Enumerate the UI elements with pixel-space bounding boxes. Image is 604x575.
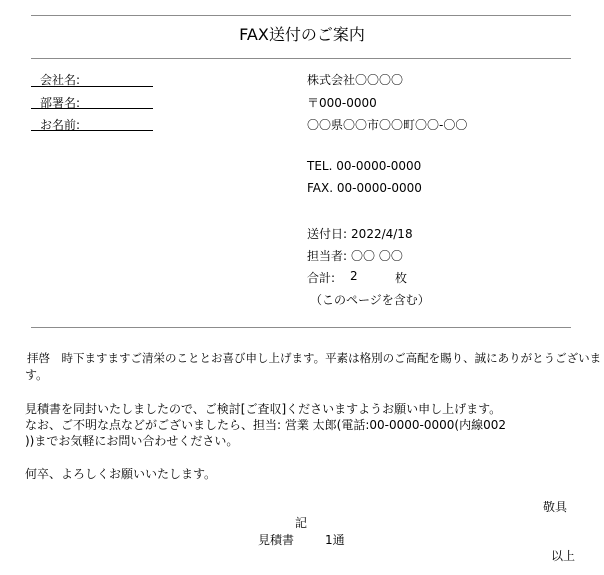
top-rule (31, 15, 571, 16)
total-unit: 枚 (395, 271, 408, 285)
sender-fax: FAX. 00-0000-0000 (307, 181, 422, 195)
send-date-value: 2022/4/18 (351, 227, 413, 241)
send-date-label: 送付日: (307, 227, 348, 241)
page-title: FAX送付のご案内 (239, 25, 365, 44)
record-item: 見積書 (258, 533, 295, 547)
recipient-name-label: お名前: (40, 118, 81, 132)
sender-postal: 〒000-0000 (307, 96, 377, 110)
total-value: 2 (350, 269, 358, 283)
department-label: 部署名: (40, 96, 81, 110)
sender-company: 株式会社〇〇〇〇 (307, 73, 404, 87)
department-underline (31, 108, 153, 109)
recipient-name-underline (31, 130, 153, 131)
para2-line-2: なお、ご不明な点などがございましたら、担当: 営業 太郎(電話:00-0000-0000(内線002 (25, 418, 506, 432)
greeting-line-2: す。 (25, 368, 49, 382)
total-label: 合計: (307, 271, 336, 285)
record-count: 1通 (325, 533, 345, 547)
closing-request: 何卒、よろしくお願いいたします。 (25, 467, 217, 481)
middle-rule (31, 327, 571, 328)
sender-address: 〇〇県〇〇市〇〇町〇〇-〇〇 (307, 118, 468, 132)
person-in-charge (307, 247, 403, 264)
sender-tel: TEL. 00-0000-0000 (307, 159, 422, 173)
greeting-line-1: 拝啓 時下ますますご清栄のこととお喜び申し上げます。平素は格別のご高配を賜り、誠にありがとうございま (27, 351, 602, 365)
company-name-underline (31, 86, 153, 87)
ki: 記 (295, 516, 308, 530)
person-label: 担当者: (307, 249, 348, 263)
keigu: 敬具 (543, 500, 568, 514)
para2-line-3: ))までお気軽にお問い合わせください。 (25, 434, 239, 448)
send-date (307, 225, 413, 242)
total-note: （このページを含む） (310, 293, 430, 307)
page-total (307, 269, 335, 286)
para2-line-1: 見積書を同封いたしましたので、ご検討[ご査収]くださいますようお願い申し上げます。 (25, 402, 502, 416)
company-name-label: 会社名: (40, 73, 81, 87)
ijou: 以上 (551, 549, 576, 563)
person-value: 〇〇 〇〇 (351, 249, 403, 263)
title-bottom-rule (31, 58, 571, 59)
